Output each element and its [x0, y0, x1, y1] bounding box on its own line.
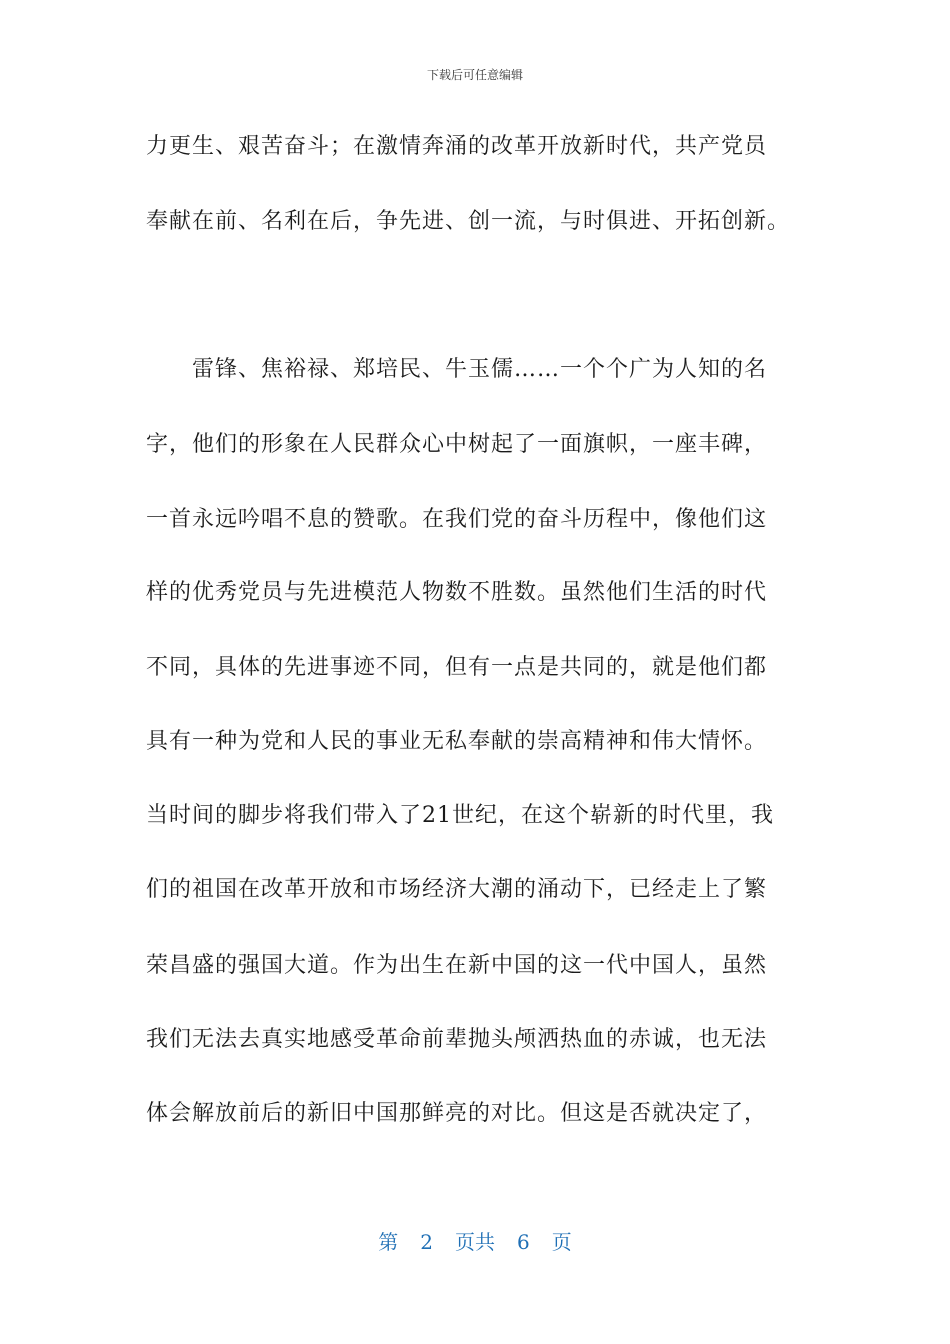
footer-suffix: 页: [551, 1230, 572, 1254]
text-line: 具有一种为党和人民的事业无私奉献的崇高精神和伟大情怀。: [146, 729, 768, 754]
text-line: 不同，具体的先进事迹不同，但有一点是共同的，就是他们都: [146, 655, 768, 680]
text-line: 一首永远吟唱不息的赞歌。在我们党的奋斗历程中，像他们这: [146, 507, 768, 532]
footer-page-number: 2: [420, 1230, 433, 1254]
text-line: 们的祖国在改革开放和市场经济大潮的涌动下，已经走上了繁: [146, 877, 768, 902]
text-line: 体会解放前后的新旧中国那鲜亮的对比。但这是否就决定了，: [146, 1101, 768, 1126]
text-line: 奉献在前、名利在后，争先进、创一流，与时俱进、开拓创新。: [146, 209, 791, 234]
page-footer: [0, 1226, 950, 1255]
text-line: 力更生、艰苦奋斗；在激情奔涌的改革开放新时代，共产党员: [146, 134, 768, 159]
footer-prefix: 第: [378, 1230, 399, 1254]
text-line: 荣昌盛的强国大道。作为出生在新中国的这一代中国人，虽然: [146, 953, 768, 978]
text-line: 字，他们的形象在人民群众心中树起了一面旗帜，一座丰碑，: [146, 432, 768, 457]
footer-total-pages: 6: [517, 1230, 530, 1254]
text-line: 样的优秀党员与先进模范人物数不胜数。虽然他们生活的时代: [146, 580, 768, 605]
footer-middle: 页共: [455, 1230, 495, 1254]
paragraph-first-line: 雷锋、焦裕禄、郑培民、牛玉儒……一个个广为人知的名: [192, 357, 768, 382]
page-header-note: 下载后可任意编辑: [426, 68, 523, 82]
text-line: 当时间的脚步将我们带入了21世纪，在这个崭新的时代里，我: [146, 803, 774, 828]
text-line: 我们无法去真实地感受革命前辈抛头颅洒热血的赤诚，也无法: [146, 1027, 768, 1052]
